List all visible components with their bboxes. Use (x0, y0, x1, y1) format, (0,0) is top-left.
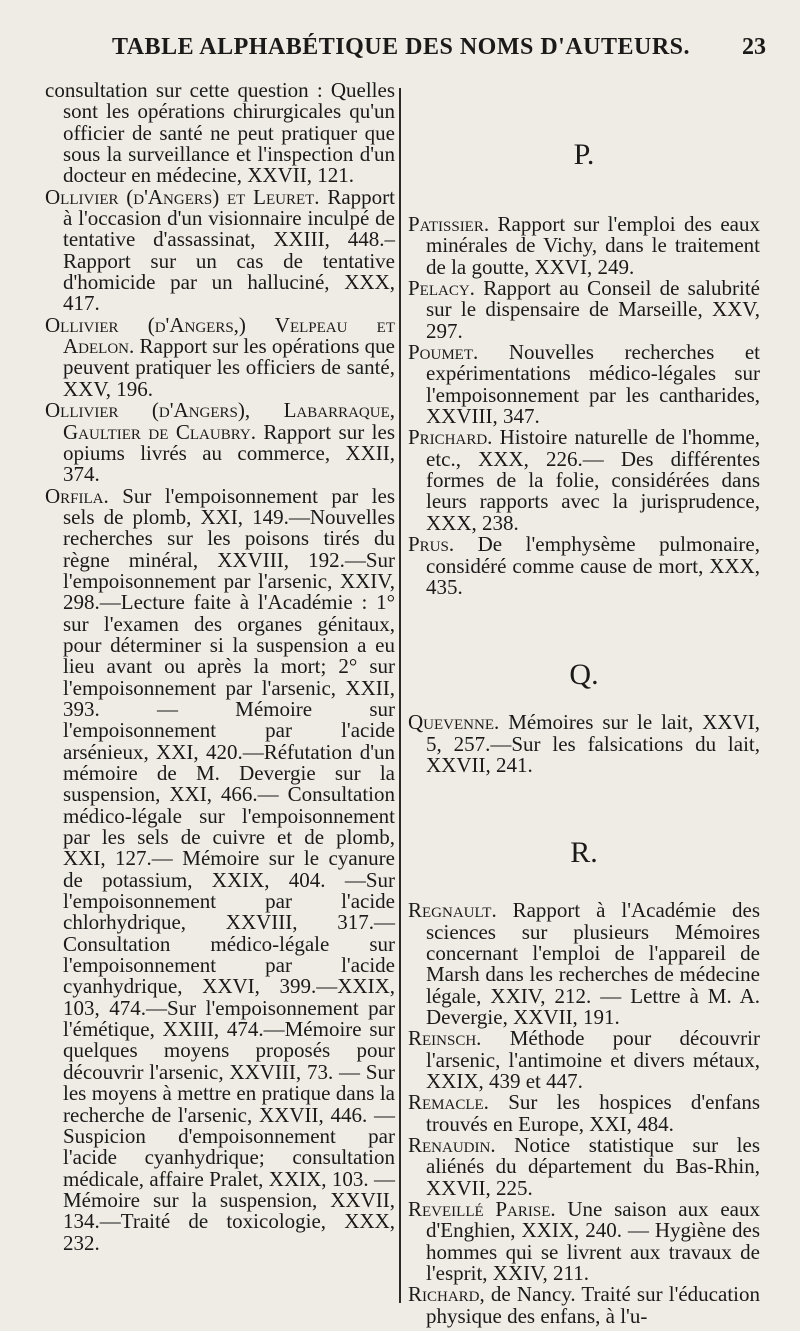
section-letter-r: R. (570, 836, 598, 870)
entry-author: Renaudin. (408, 1133, 496, 1157)
entry-text: consultation sur cette question : Quelles sont les opérations chirurgicales qu'un officier de santé ne peut pratiquer que sous la surveillance et l'inspection d'un docteur en médecine, XXVII, 121. (45, 78, 395, 188)
entry-author: Regnault. (408, 898, 497, 923)
entry-author: Ollivier (d'Angers) et Leuret. (45, 184, 320, 209)
entry-text: Nouvelles recherches et expérimentations médico-légales sur l'empoisonnement par les cantharides, XXVIII, 347. (426, 340, 760, 429)
index-entry (45, 400, 395, 485)
index-entry (408, 278, 760, 342)
entry-author: Poumet. (408, 340, 479, 365)
entry-text: Sur les hospices d'enfans trouvés en Europe, XXI, 484. (426, 1090, 760, 1136)
index-entry (408, 342, 760, 427)
page-number: 23 (742, 34, 766, 60)
entry-text: Histoire naturelle de l'homme, etc., XXX, 226.— Des différentes formes de la folie, considérées dans leurs rapports avec la jurisprudence, XXX, 238. (426, 425, 760, 535)
entry-author: Prus. (408, 532, 455, 557)
entry-text: Mémoires sur le lait, XXVI, 5, 257.—Sur les falsications du lait, XXVII, 241. (426, 710, 760, 777)
section-letter-q: Q. (569, 658, 599, 692)
left-column (45, 80, 395, 1254)
entry-author: Remacle. (408, 1090, 489, 1115)
entry-text: Une saison aux eaux d'Enghien, XXIX, 240. — Hygiène des hommes qui se livrent aux travaux de l'esprit, XXIV, 211. (426, 1197, 760, 1286)
entry-text: de Nancy. Traité sur l'éducation physique des enfans, à l'u- (426, 1282, 760, 1328)
right-column (408, 80, 760, 1327)
index-entry (408, 427, 760, 534)
entry-author: Richard, (408, 1282, 485, 1307)
page-header (60, 34, 770, 70)
entry-author: Prichard. (408, 425, 493, 450)
index-entry (408, 1199, 760, 1284)
entry-text: Méthode pour découvrir l'arsenic, l'antimoine et divers métaux, XXIX, 439 et 447. (426, 1026, 760, 1093)
index-entry (45, 80, 395, 187)
entry-author: Ollivier (d'Angers,) Velpeau et Adelon. (45, 312, 395, 359)
entry-text: Sur l'empoisonnement par les sels de plomb, XXI, 149.—Nouvelles recherches sur les poisons tirés du règne minéral, XXVIII, 192.—Sur l'empoisonnement par l'arsenic, XXIV, 298.—Lecture faite à l'Académie : 1° sur l'examen des organes génitaux, pour déterminer si la suspension a eu lieu avant ou après la mort; 2° sur l'empoisonnement par l'arsenic, XXII, 393. — Mémoire sur l'empoisonnement par l'acide arsénieux, XXI, 420.—Réfutation d'un mémoire de M. Devergie sur la suspension, XXI, 466.— Consultation médico-légale sur l'empoisonnement par les sels de cuivre et de plomb, XXI, 127.— Mémoire sur le cyanure de potassium, XXIX, 404. —Sur l'empoisonnement par l'acide chlorhydrique, XXVIII, 317.— Consultation médico-légale sur l'empoisonnement par l'acide cyanhydrique, XXVI, 399.—XXIX, 103, 474.—Sur l'empoisonnement par l'émétique, XXIII, 474.—Mémoire sur quelques moyens proposés pour découvrir l'arsenic, XXVIII, 73. — Sur les moyens à mettre en pratique dans la recherche de l'arsenic, XXVII, 446. — Suspicion d'empoisonnement par l'acide cyanhydrique; consultation médicale, affaire Pralet, XXIX, 103. — Mémoire sur la suspension, XXVII, 134.—Traité de toxicologie, XXX, 232. (63, 483, 395, 1255)
entry-author: Ollivier (d'Angers), Labarraque, Gaultier de Claubry. (45, 398, 395, 444)
entry-author: Patissier. (408, 212, 490, 236)
entry-text: Rapport au Conseil de salubrité sur le dispensaire de Marseille, XXV, 297. (426, 276, 760, 343)
index-entry (408, 900, 760, 1028)
entry-author: Orfila. (45, 483, 109, 508)
entry-text: De l'emphysème pulmonaire, considéré comme cause de mort, XXX, 435. (426, 532, 760, 599)
index-entry (45, 483, 395, 1255)
column-divider (399, 88, 401, 1303)
index-entry (408, 1135, 760, 1199)
index-entry (408, 1028, 760, 1092)
entry-text: Rapport à l'Académie des sciences sur plusieurs Mémoires concernant l'emploi de l'appareil de Marsh dans les recherches de médecine légale, XXIV, 212. — Lettre à M. A. Devergie, XXVII, 191. (426, 898, 760, 1029)
index-entry (408, 1284, 760, 1327)
index-entry (408, 534, 760, 598)
entry-text: Rapport sur les opérations que peuvent pratiquer les officiers de santé, XXV, 196. (63, 334, 395, 401)
index-entry (408, 1092, 760, 1135)
entry-text: Rapport à l'occasion d'un visionnaire inculpé de tentative d'assassinat, XXIII, 448.– Rapport sur un cas de tentative d'homicide par un halluciné, XXX, 417. (63, 184, 395, 316)
index-entry (45, 312, 395, 401)
index-entry (45, 184, 395, 316)
entry-author: Reinsch. (408, 1026, 482, 1051)
section-letter-p: P. (573, 138, 595, 171)
entry-author: Pelacy. (408, 276, 475, 301)
entry-author: Reveillé Parise. (408, 1197, 556, 1222)
entry-text: Rapport sur les opiums livrés au commerce, XXII, 374. (63, 419, 395, 487)
entry-text: Rapport sur l'emploi des eaux minérales de Vichy, dans le traitement de la goutte, XXVI, 249. (426, 212, 760, 279)
index-entry (408, 214, 760, 278)
running-title: TABLE ALPHABÉTIQUE DES NOMS D'AUTEURS. (112, 34, 691, 60)
index-entry (408, 712, 760, 776)
entry-author: Quevenne. (408, 710, 500, 735)
entry-text: Notice statistique sur les aliénés du département du Bas-Rhin, XXVII, 225. (426, 1133, 760, 1200)
